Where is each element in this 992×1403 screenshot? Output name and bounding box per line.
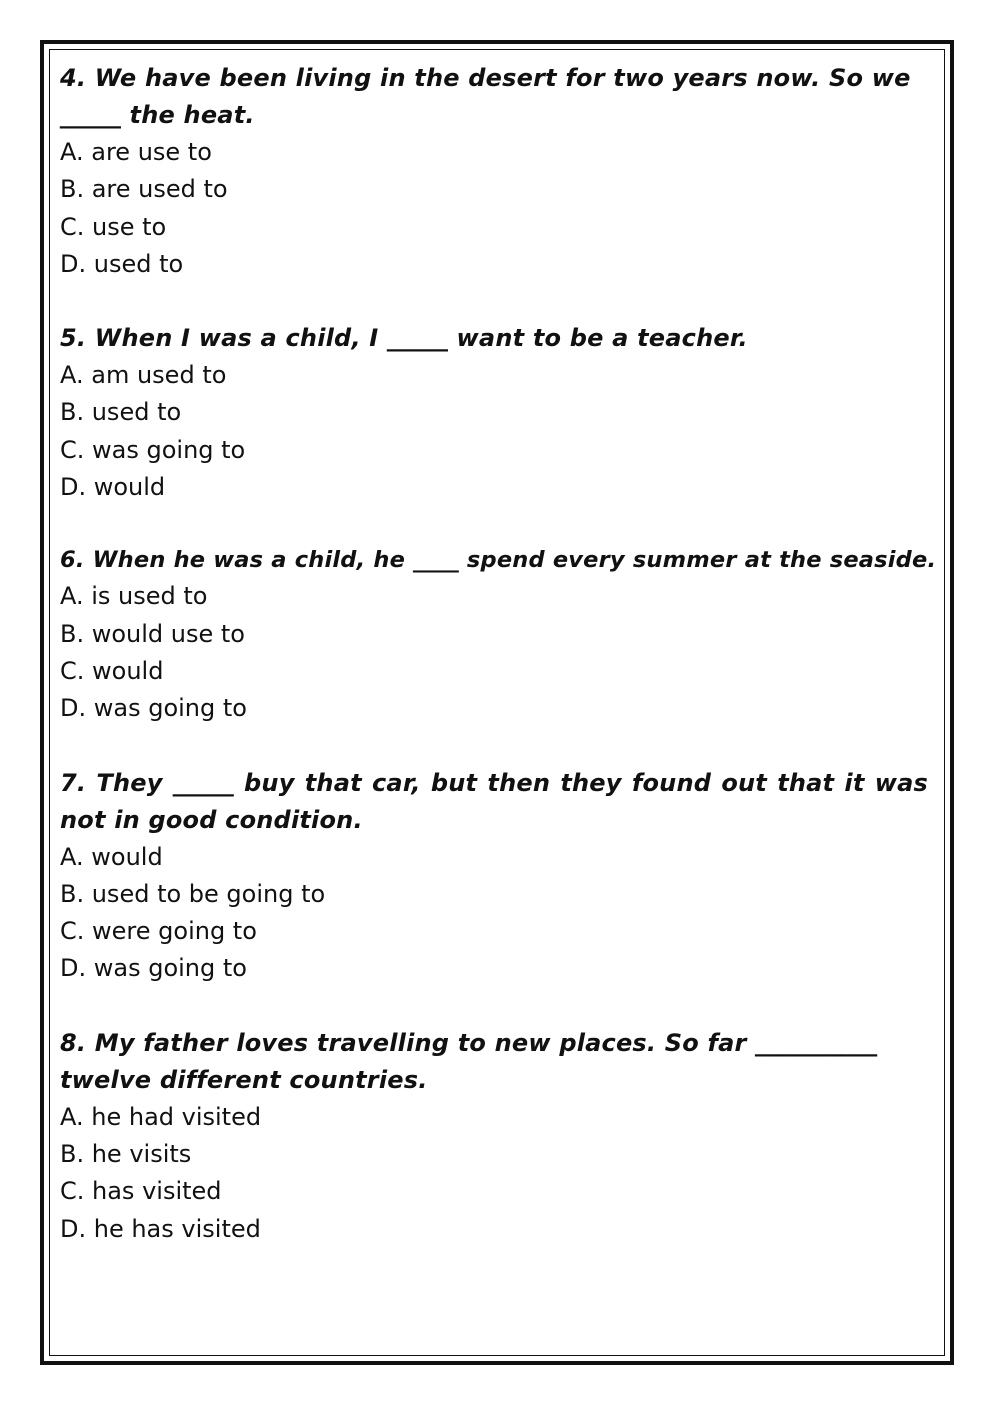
- option-d: D. was going to: [60, 694, 247, 723]
- option-d: D. was going to: [60, 954, 247, 983]
- option-c: C. were going to: [60, 917, 257, 946]
- question-text: 5. When I was a child, I _____ want to be a teacher.: [60, 324, 748, 353]
- question-text: 6. When he was a child, he ____ spend every summer at the seaside.: [60, 547, 937, 574]
- question-7: [60, 765, 928, 988]
- question-6: [60, 543, 937, 727]
- quiz-content: [60, 60, 937, 1285]
- option-a: A. would: [60, 842, 163, 871]
- option-c: C. use to: [60, 212, 167, 241]
- question-text: 7. They _____ buy that car, but then they found out that it was not in good condition.: [60, 768, 928, 834]
- option-d: D. used to: [60, 249, 184, 278]
- option-c: C. has visited: [60, 1177, 222, 1206]
- option-b: B. he visits: [60, 1140, 192, 1169]
- question-text: 8. My father loves travelling to new places. So far __________ twelve different countries.: [60, 1028, 878, 1094]
- question-text: 4. We have been living in the desert for two years now. So we _____ the heat.: [60, 64, 911, 129]
- option-d: D. would: [60, 473, 166, 502]
- question-5: [60, 320, 928, 506]
- option-a: A. are use to: [60, 138, 212, 166]
- option-b: B. used to: [60, 398, 182, 427]
- option-b: B. used to be going to: [60, 879, 326, 908]
- option-a: A. is used to: [60, 582, 208, 611]
- question-4: [60, 60, 928, 283]
- option-a: A. am used to: [60, 361, 227, 390]
- option-c: C. was going to: [60, 435, 246, 464]
- option-a: A. he had visited: [60, 1102, 262, 1131]
- option-b: B. are used to: [60, 175, 228, 204]
- option-d: D. he has visited: [60, 1214, 261, 1243]
- question-8: [60, 1025, 928, 1248]
- option-b: B. would use to: [60, 619, 245, 648]
- option-c: C. would: [60, 656, 164, 685]
